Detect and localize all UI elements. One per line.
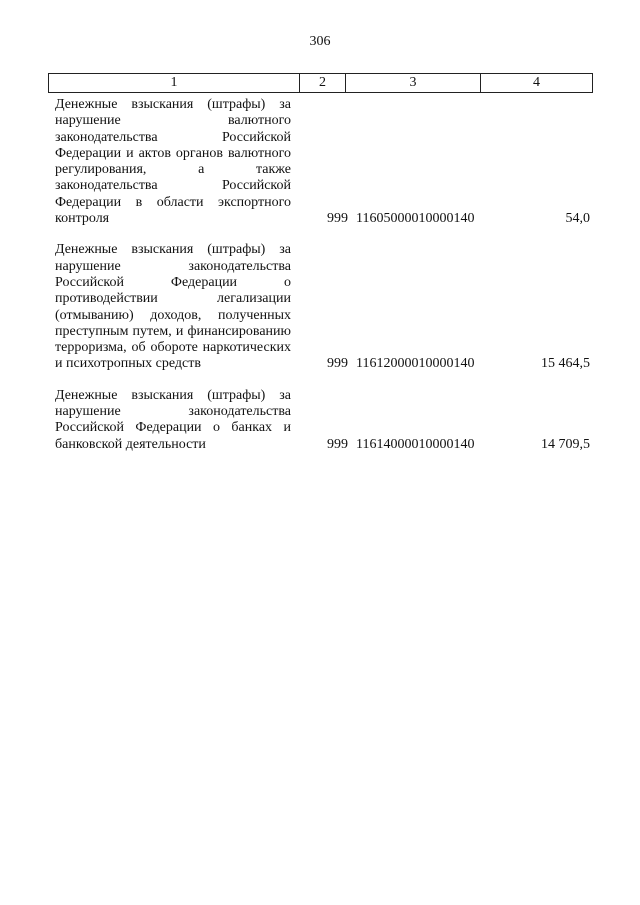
row-amount: 14 709,5 [541, 436, 590, 452]
row-description: Денежные взыскания (штрафы) за нарушение законодательства Российской Федерации о банках и банковской деятельности [55, 387, 291, 452]
row-code: 999 [327, 211, 348, 227]
row-description: Денежные взыскания (штрафы) за нарушение законодательства Российской Федерации о противодействии легализации (отмыванию) доходов, полученных преступным путем, и финансированию терроризма, об обороте наркотических и психотропных средств [55, 242, 291, 372]
header-col-4: 4 [533, 75, 540, 90]
row-code: 999 [327, 436, 348, 452]
row-kbk: 11612000010000140 [356, 356, 475, 372]
row-amount: 15 464,5 [541, 356, 590, 372]
page-number: 306 [309, 34, 331, 49]
header-col-2: 2 [300, 74, 346, 92]
table-header [48, 73, 593, 93]
header-col-1: 1 [49, 74, 300, 92]
row-amount: 54,0 [565, 211, 590, 227]
row-kbk: 11614000010000140 [356, 436, 475, 452]
header-col-3: 3 [346, 74, 481, 92]
table-row [55, 97, 590, 227]
row-description: Денежные взыскания (штрафы) за нарушение валютного законодательства Российской Федерации и актов органов валютного регулирования, а также законодательства Российской Федерации в области экспортного контроля [55, 97, 291, 227]
row-code: 999 [327, 356, 348, 372]
table-row [55, 388, 590, 453]
row-kbk: 11605000010000140 [356, 211, 475, 227]
table-body [55, 97, 590, 468]
table-row [55, 242, 590, 372]
